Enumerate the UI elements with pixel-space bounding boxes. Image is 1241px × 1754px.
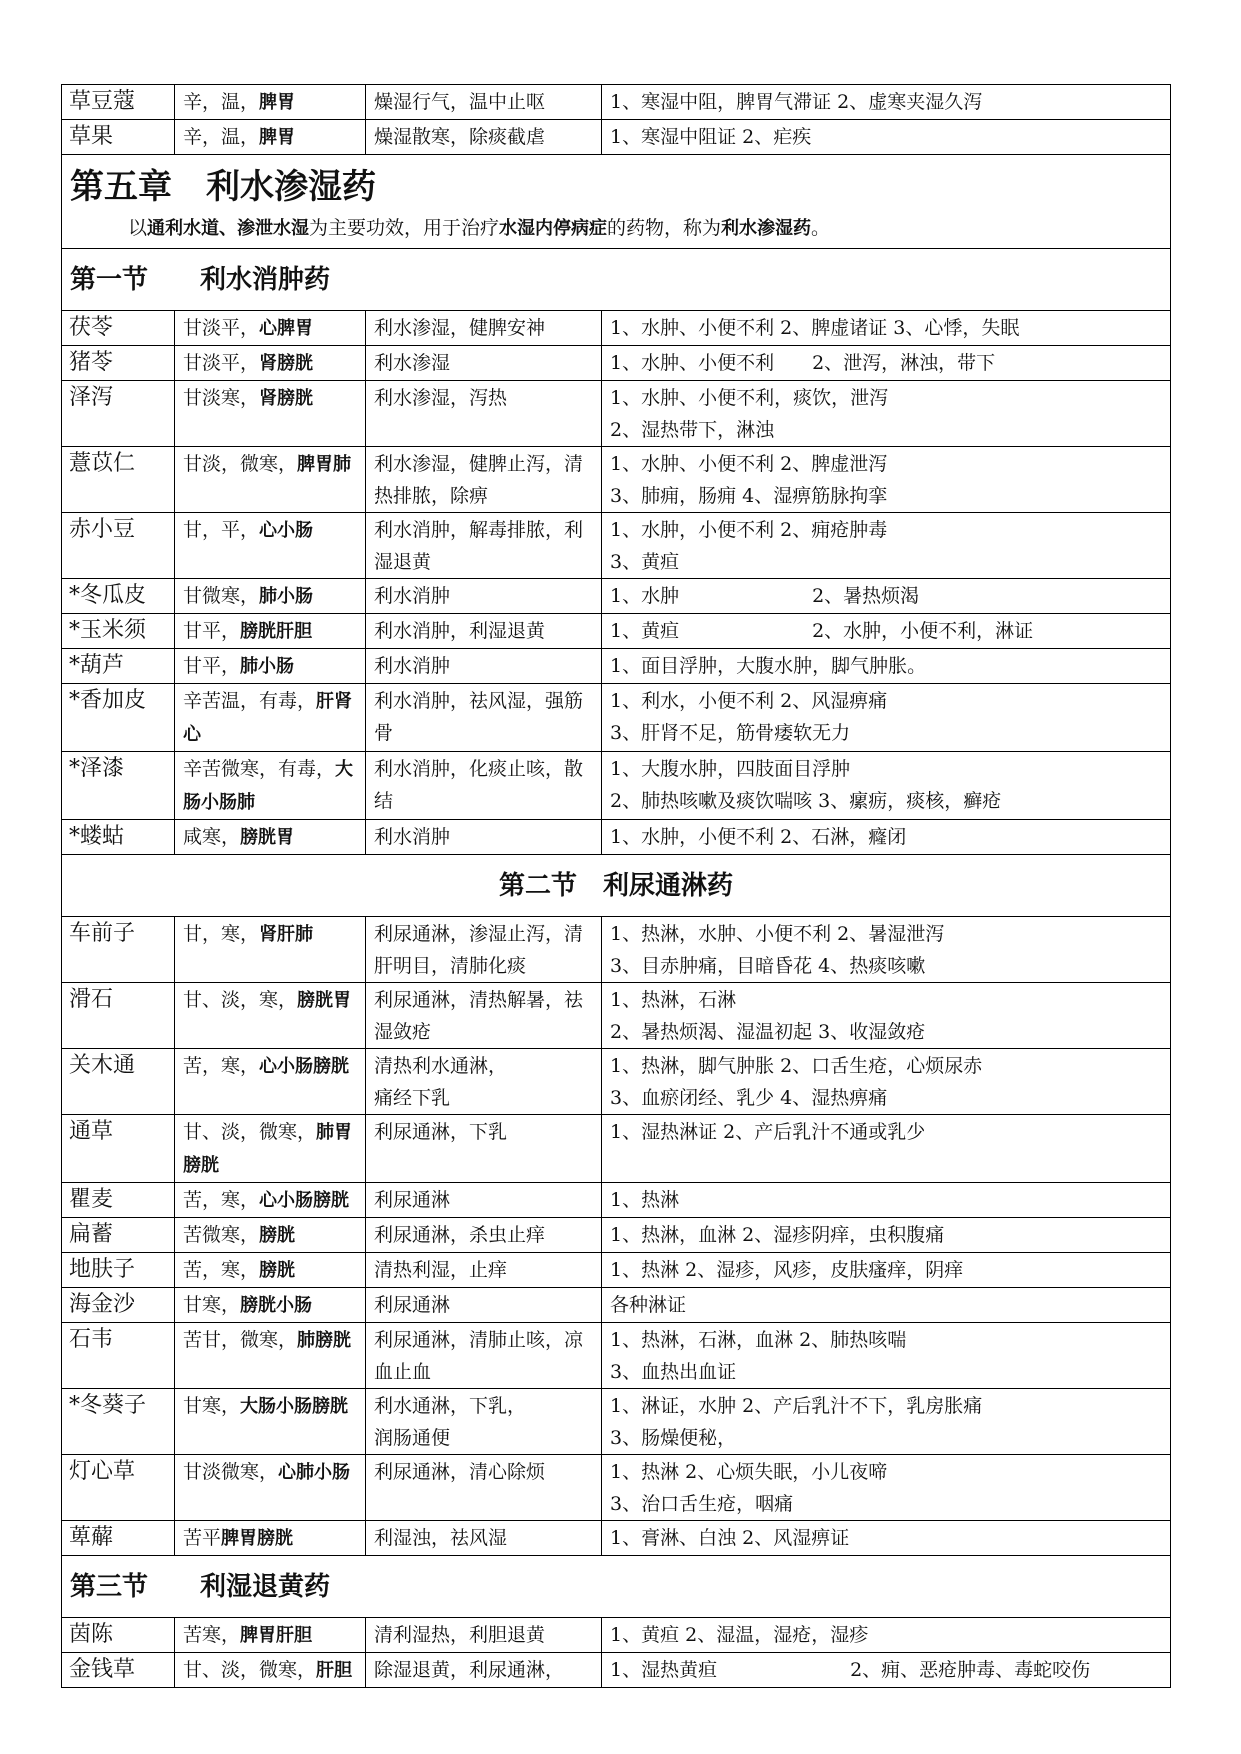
- chapter-description: [70, 213, 1162, 244]
- herb-usage: 1、热淋，石淋，血淋 2、肺热咳喘 3、血热出血证: [602, 1323, 1171, 1389]
- herb-property: [175, 1618, 366, 1653]
- herb-name: 薏苡仁: [62, 447, 175, 513]
- herb-name: *冬瓜皮: [62, 579, 175, 614]
- table-row: [62, 1288, 1171, 1323]
- herb-effect: 利水渗湿，健脾安神: [366, 311, 602, 346]
- herb-taste: 甘，平，: [183, 519, 260, 541]
- herb-property: [175, 1253, 366, 1288]
- herb-name: 赤小豆: [62, 513, 175, 579]
- herb-effect: 清热利水通淋， 痛经下乳: [366, 1049, 602, 1115]
- herb-taste: 甘、淡，寒，: [183, 989, 298, 1011]
- herb-channel: 肺膀胱: [297, 1330, 352, 1351]
- herb-effect: 利尿通淋，渗湿止泻，清肝明目，清肺化痰: [366, 917, 602, 983]
- herb-taste: 辛，温，: [183, 91, 260, 113]
- herb-name: 灯心草: [62, 1455, 175, 1521]
- herb-channel: 心肺小肠: [278, 1462, 351, 1483]
- keyword: 利水渗湿药: [721, 218, 812, 239]
- herb-usage: 1、面目浮肿，大腹水肿，脚气肿胀。: [602, 649, 1171, 684]
- herb-name: 草豆蔻: [62, 85, 175, 120]
- table-row: [62, 1115, 1171, 1183]
- table-row: [62, 1521, 1171, 1556]
- section-header-row: [62, 855, 1171, 917]
- description-text: 为主要功效，用于治疗: [309, 217, 500, 239]
- herb-usage: 各种淋证: [602, 1288, 1171, 1323]
- herb-property: [175, 684, 366, 752]
- herb-effect: 利尿通淋，下乳: [366, 1115, 602, 1183]
- herb-effect: 利尿通淋，清肺止咳，凉血止血: [366, 1323, 602, 1389]
- herb-effect: 利尿通淋: [366, 1183, 602, 1218]
- table-row: [62, 513, 1171, 579]
- herb-name: 海金沙: [62, 1288, 175, 1323]
- herb-taste: 甘淡平，: [183, 352, 260, 374]
- herb-channel: 脾胃: [259, 92, 296, 113]
- herb-property: [175, 649, 366, 684]
- herb-taste: 甘淡微寒，: [183, 1461, 279, 1483]
- herb-channel: 膀胱肝胆: [240, 621, 313, 642]
- herb-property: [175, 381, 366, 447]
- table-row: [62, 120, 1171, 155]
- herb-taste: 苦甘，微寒，: [183, 1329, 298, 1351]
- herb-name: 茯苓: [62, 311, 175, 346]
- herb-property: [175, 1455, 366, 1521]
- herb-channel: 肾膀胱: [259, 353, 314, 374]
- herb-usage: 1、利水，小便不利 2、风湿痹痛 3、肝肾不足，筋骨痿软无力: [602, 684, 1171, 752]
- herb-effect: 利湿浊，祛风湿: [366, 1521, 602, 1556]
- herb-taste: 甘淡平，: [183, 317, 260, 339]
- herb-channel: 肺小肠: [259, 586, 314, 607]
- herb-channel: 脾胃: [259, 127, 296, 148]
- herb-channel: 肾膀胱: [259, 388, 314, 409]
- table-row: [62, 1618, 1171, 1653]
- herb-usage: 1、热淋，脚气肿胀 2、口舌生疮，心烦尿赤 3、血瘀闭经、乳少 4、湿热痹痛: [602, 1049, 1171, 1115]
- herb-effect: 利水渗湿，泻热: [366, 381, 602, 447]
- herb-effect: 利尿通淋: [366, 1288, 602, 1323]
- herb-effect: 清热利湿，止痒: [366, 1253, 602, 1288]
- herb-name: *蝼蛄: [62, 820, 175, 855]
- herb-name: 通草: [62, 1115, 175, 1183]
- herb-effect: 利水渗湿，健脾止泻，清热排脓，除痹: [366, 447, 602, 513]
- herb-usage: 1、膏淋、白浊 2、风湿痹证: [602, 1521, 1171, 1556]
- table-row: [62, 381, 1171, 447]
- herb-effect: 利尿通淋，杀虫止痒: [366, 1218, 602, 1253]
- keyword: 通利水道、渗泄水湿: [147, 218, 310, 239]
- table-row: [62, 1218, 1171, 1253]
- herb-property: [175, 1049, 366, 1115]
- table-row: [62, 1389, 1171, 1455]
- herb-effect: 利水渗湿: [366, 346, 602, 381]
- herb-usage: 1、水肿，小便不利 2、痈疮肿毒 3、黄疸: [602, 513, 1171, 579]
- table-row: [62, 917, 1171, 983]
- herb-property: [175, 311, 366, 346]
- table-row: [62, 311, 1171, 346]
- herb-name: 金钱草: [62, 1653, 175, 1688]
- herb-property: [175, 1288, 366, 1323]
- herb-effect: 利水消肿，祛风湿，强筋骨: [366, 684, 602, 752]
- herb-name: 滑石: [62, 983, 175, 1049]
- herb-name: 泽泻: [62, 381, 175, 447]
- herb-effect: 燥湿行气，温中止呕: [366, 85, 602, 120]
- herb-effect: 利尿通淋，清热解暑，祛湿敛疮: [366, 983, 602, 1049]
- herb-channel: 肺小肠: [240, 656, 295, 677]
- herb-property: [175, 1183, 366, 1218]
- herb-channel: 膀胱: [259, 1225, 296, 1246]
- section-title: 第一节 利水消肿药: [62, 249, 1171, 311]
- section-header-row: [62, 1556, 1171, 1618]
- herb-usage: 1、淋证，水肿 2、产后乳汁不下，乳房胀痛 3、肠燥便秘，: [602, 1389, 1171, 1455]
- herb-effect: 利水消肿: [366, 579, 602, 614]
- herb-taste: 甘淡，微寒，: [183, 453, 298, 475]
- herb-name: 车前子: [62, 917, 175, 983]
- herb-usage: 1、水肿，小便不利 2、石淋，癃闭: [602, 820, 1171, 855]
- herb-taste: 甘平，: [183, 655, 241, 677]
- table-row: [62, 579, 1171, 614]
- herb-usage: 1、水肿、小便不利 2、脾虚泄泻 3、肺痈，肠痈 4、湿痹筋脉拘挛: [602, 447, 1171, 513]
- herb-usage: 1、水肿、小便不利 2、脾虚诸证 3、心悸，失眠: [602, 311, 1171, 346]
- table-row: [62, 1455, 1171, 1521]
- herb-property: [175, 346, 366, 381]
- herb-table-body: [62, 85, 1171, 1688]
- herb-taste: 咸寒，: [183, 826, 241, 848]
- herb-name: 扁蓄: [62, 1218, 175, 1253]
- herb-property: [175, 447, 366, 513]
- herb-name: 瞿麦: [62, 1183, 175, 1218]
- table-row: [62, 649, 1171, 684]
- herb-property: [175, 1218, 366, 1253]
- herb-property: [175, 1521, 366, 1556]
- section-title: 第三节 利湿退黄药: [62, 1556, 1171, 1618]
- herb-effect: 除湿退黄，利尿通淋，: [366, 1653, 602, 1688]
- description-text: 的药物，称为: [607, 217, 722, 239]
- herb-name: *香加皮: [62, 684, 175, 752]
- herb-name: *葫芦: [62, 649, 175, 684]
- herb-channel: 大肠小肠肺: [183, 759, 354, 813]
- herb-usage: 1、热淋 2、湿疹，风疹，皮肤瘙痒，阴痒: [602, 1253, 1171, 1288]
- herb-usage: 1、热淋: [602, 1183, 1171, 1218]
- herb-name: 萆薢: [62, 1521, 175, 1556]
- herb-channel: 膀胱胃: [240, 827, 295, 848]
- table-row: [62, 1323, 1171, 1389]
- document-page: [61, 84, 1170, 1688]
- herb-table: [61, 84, 1171, 1688]
- herb-taste: 甘微寒，: [183, 585, 260, 607]
- herb-name: 石韦: [62, 1323, 175, 1389]
- herb-channel: 肝肾心: [183, 691, 353, 745]
- herb-taste: 苦，寒，: [183, 1259, 260, 1281]
- table-row: [62, 85, 1171, 120]
- chapter-cell: [62, 155, 1171, 249]
- herb-taste: 甘、淡，微寒，: [183, 1121, 317, 1143]
- herb-taste: 甘平，: [183, 620, 241, 642]
- herb-name: 茵陈: [62, 1618, 175, 1653]
- herb-channel: 脾胃肝胆: [240, 1625, 313, 1646]
- table-row: [62, 1653, 1171, 1688]
- herb-effect: 利尿通淋，清心除烦: [366, 1455, 602, 1521]
- herb-usage: 1、水肿、小便不利，痰饮，泄泻 2、湿热带下，淋浊: [602, 381, 1171, 447]
- herb-property: [175, 752, 366, 820]
- herb-channel: 心小肠膀胱: [259, 1056, 350, 1077]
- herb-name: 地肤子: [62, 1253, 175, 1288]
- herb-effect: 利水通淋，下乳， 润肠通便: [366, 1389, 602, 1455]
- herb-taste: 辛，温，: [183, 126, 260, 148]
- description-text: 以: [128, 217, 148, 239]
- herb-channel: 脾胃肺: [297, 454, 352, 475]
- herb-usage: 1、黄疸 2、湿温，湿疮，湿疹: [602, 1618, 1171, 1653]
- herb-channel: 膀胱: [259, 1260, 296, 1281]
- herb-usage: 1、水肿、小便不利 2、泄泻，淋浊，带下: [602, 346, 1171, 381]
- herb-channel: 脾胃膀胱: [221, 1528, 294, 1549]
- herb-property: [175, 513, 366, 579]
- herb-effect: 利水消肿: [366, 649, 602, 684]
- herb-channel: 膀胱胃: [297, 990, 352, 1011]
- herb-property: [175, 85, 366, 120]
- herb-usage: 1、寒湿中阻证 2、疟疾: [602, 120, 1171, 155]
- herb-effect: 利水消肿，化痰止咳，散结: [366, 752, 602, 820]
- herb-property: [175, 120, 366, 155]
- table-row: [62, 752, 1171, 820]
- herb-channel: 心脾胃: [259, 318, 314, 339]
- herb-name: 猪苓: [62, 346, 175, 381]
- herb-channel: 膀胱小肠: [240, 1295, 313, 1316]
- table-row: [62, 346, 1171, 381]
- herb-channel: 肾肝肺: [259, 924, 314, 945]
- herb-taste: 甘、淡，微寒，: [183, 1659, 317, 1681]
- herb-usage: 1、寒湿中阻，脾胃气滞证 2、虚寒夹湿久泻: [602, 85, 1171, 120]
- herb-taste: 甘，寒，: [183, 923, 260, 945]
- herb-taste: 辛苦微寒，有毒，: [183, 758, 336, 780]
- herb-property: [175, 1653, 366, 1688]
- herb-taste: 苦平: [183, 1527, 222, 1549]
- herb-name: *玉米须: [62, 614, 175, 649]
- section-title: 第二节 利尿通淋药: [62, 855, 1171, 917]
- herb-name: 关木通: [62, 1049, 175, 1115]
- herb-name: 草果: [62, 120, 175, 155]
- table-row: [62, 820, 1171, 855]
- herb-taste: 苦，寒，: [183, 1189, 260, 1211]
- herb-usage: 1、热淋，水肿、小便不利 2、暑湿泄泻 3、目赤肿痛，目暗昏花 4、热痰咳嗽: [602, 917, 1171, 983]
- herb-property: [175, 983, 366, 1049]
- chapter-title: 第五章 利水渗湿药: [70, 167, 376, 207]
- herb-usage: 1、热淋 2、心烦失眠，小儿夜啼 3、治口舌生疮，咽痛: [602, 1455, 1171, 1521]
- table-row: [62, 684, 1171, 752]
- herb-effect: 利水消肿: [366, 820, 602, 855]
- herb-property: [175, 579, 366, 614]
- herb-taste: 甘寒，: [183, 1395, 241, 1417]
- herb-property: [175, 917, 366, 983]
- table-row: [62, 1183, 1171, 1218]
- keyword: 水湿内停病症: [499, 218, 608, 239]
- herb-effect: 利水消肿，利湿退黄: [366, 614, 602, 649]
- herb-usage: 1、水肿 2、暑热烦渴: [602, 579, 1171, 614]
- herb-property: [175, 820, 366, 855]
- herb-property: [175, 1389, 366, 1455]
- herb-taste: 辛苦温，有毒，: [183, 690, 317, 712]
- herb-name: *冬葵子: [62, 1389, 175, 1455]
- section-header-row: [62, 249, 1171, 311]
- herb-property: [175, 614, 366, 649]
- herb-property: [175, 1323, 366, 1389]
- herb-usage: 1、湿热淋证 2、产后乳汁不通或乳少: [602, 1115, 1171, 1183]
- herb-usage: 1、热淋，石淋 2、暑热烦渴、湿温初起 3、收湿敛疮: [602, 983, 1171, 1049]
- herb-taste: 苦寒，: [183, 1624, 241, 1646]
- herb-usage: 1、黄疸 2、水肿，小便不利，淋证: [602, 614, 1171, 649]
- table-row: [62, 614, 1171, 649]
- herb-taste: 甘寒，: [183, 1294, 241, 1316]
- table-row: [62, 1253, 1171, 1288]
- herb-taste: 苦，寒，: [183, 1055, 260, 1077]
- description-text: 。: [811, 217, 831, 239]
- herb-usage: 1、大腹水肿，四肢面目浮肿 2、肺热咳嗽及痰饮喘咳 3、瘰疬，痰核，癣疮: [602, 752, 1171, 820]
- table-row: [62, 983, 1171, 1049]
- herb-property: [175, 1115, 366, 1183]
- herb-usage: 1、热淋，血淋 2、湿疹阴痒，虫积腹痛: [602, 1218, 1171, 1253]
- herb-channel: 大肠小肠膀胱: [240, 1396, 349, 1417]
- herb-taste: 甘淡寒，: [183, 387, 260, 409]
- chapter-row: [62, 155, 1171, 249]
- herb-taste: 苦微寒，: [183, 1224, 260, 1246]
- herb-channel: 心小肠膀胱: [259, 1190, 350, 1211]
- herb-channel: 心小肠: [259, 520, 314, 541]
- herb-channel: 肝胆: [316, 1660, 353, 1681]
- table-row: [62, 1049, 1171, 1115]
- herb-effect: 清利湿热，利胆退黄: [366, 1618, 602, 1653]
- herb-channel: 肺胃膀胱: [183, 1122, 353, 1176]
- herb-usage: 1、湿热黄疸 2、痈、恶疮肿毒、毒蛇咬伤: [602, 1653, 1171, 1688]
- herb-name: *泽漆: [62, 752, 175, 820]
- herb-effect: 利水消肿，解毒排脓，利湿退黄: [366, 513, 602, 579]
- table-row: [62, 447, 1171, 513]
- herb-effect: 燥湿散寒，除痰截虐: [366, 120, 602, 155]
